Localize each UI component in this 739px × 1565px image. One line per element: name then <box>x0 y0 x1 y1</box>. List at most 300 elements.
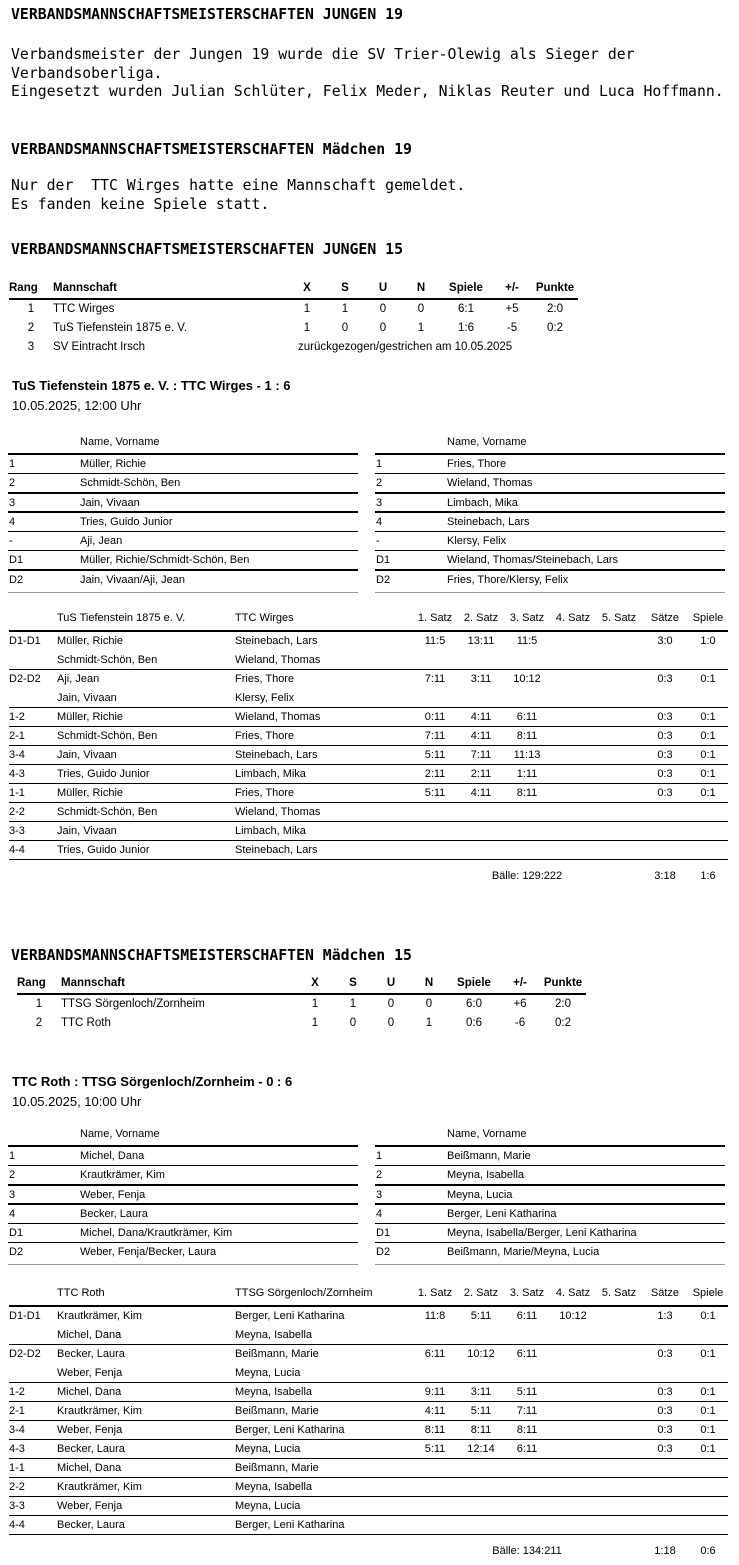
away-player-1: Beißmann, Marie <box>235 1462 319 1474</box>
away-player-2: Meyna, Isabella <box>235 1329 313 1341</box>
col-header-x: X <box>311 977 319 989</box>
player-position: - <box>9 535 13 548</box>
withdrawn-note: zurückgezogen/gestrichen am 10.05.2025 <box>298 341 513 353</box>
home-player-1: Müller, Richie <box>57 711 124 723</box>
saetze-score <box>642 803 688 822</box>
home-player-1: Krautkrämer, Kim <box>57 1481 142 1493</box>
empty-cell <box>9 1542 412 1562</box>
player-name: Limbach, Mika <box>447 496 518 509</box>
away-players <box>235 1383 412 1402</box>
set-scores <box>412 670 642 708</box>
pairing-code: 2-2 <box>9 1481 25 1493</box>
set-score: 0:11 <box>424 711 446 723</box>
away-players <box>235 1440 412 1459</box>
empty-cell <box>9 608 57 632</box>
stat-plusminus: +5 <box>505 303 519 315</box>
set-scores <box>412 746 642 765</box>
paragraph-line: Nur der TTC Wirges hatte eine Mannschaft gemeldet. <box>11 177 466 194</box>
player-name: Weber, Fenja/Becker, Laura <box>80 1246 217 1259</box>
player-name: Jain, Vivaan/Aji, Jean <box>80 573 185 586</box>
away-player-1: Steinebach, Lars <box>235 844 318 856</box>
away-players <box>235 765 412 784</box>
spiele-score: 0:1 <box>700 1405 716 1417</box>
lineup-row <box>8 532 358 551</box>
set-score: 7:11 <box>470 749 492 761</box>
match2-home-lineup <box>8 1124 358 1265</box>
player-position: D2 <box>376 1246 391 1259</box>
saetze-score: 0:3 <box>657 768 673 780</box>
player-name: Beißmann, Marie <box>447 1150 531 1162</box>
result-row <box>9 1478 728 1497</box>
away-player-1: Meyna, Lucia <box>235 1443 301 1455</box>
player-name: Meyna, Isabella <box>447 1169 525 1182</box>
set-score <box>596 670 642 689</box>
set-headers <box>412 608 642 632</box>
set-score <box>458 841 504 860</box>
set-score: 4:11 <box>424 1405 446 1417</box>
lineup-row <box>375 551 725 570</box>
away-players <box>235 1478 412 1497</box>
set-score <box>550 1402 596 1421</box>
saetze-header: Sätze <box>650 1287 680 1299</box>
home-player-1: Michel, Dana <box>57 1462 122 1474</box>
spiele-score: 0:1 <box>700 787 716 799</box>
home-players <box>57 803 235 822</box>
spiele-score <box>688 1459 728 1478</box>
stat-u: 0 <box>379 322 387 334</box>
set-score <box>550 1516 596 1535</box>
balls-total: Bälle: 134:211 <box>492 1545 562 1557</box>
home-player-1: Schmidt-Schön, Ben <box>57 730 158 742</box>
home-player-1: Jain, Vivaan <box>57 825 117 837</box>
standings-header-row <box>17 975 586 995</box>
empty-cell <box>9 1283 57 1307</box>
saetze-score: 0:3 <box>657 711 673 723</box>
set-header: 1. Satz <box>417 1287 453 1299</box>
paragraph-line: Eingesetzt wurden Julian Schlüter, Felix Meder, Niklas Reuter und Luca Hoffmann. <box>11 83 724 100</box>
set-score: 6:11 <box>516 1310 538 1322</box>
col-header-plusminus: +/- <box>505 282 519 294</box>
set-score: 5:11 <box>424 749 446 761</box>
away-player-1: Meyna, Lucia <box>235 1500 301 1512</box>
lineup-row <box>375 474 725 493</box>
stat-punkte <box>532 338 578 357</box>
player-position: D1 <box>376 554 391 567</box>
player-position: D2 <box>9 1246 24 1259</box>
away-players <box>235 1497 412 1516</box>
set-score: 4:11 <box>470 787 492 799</box>
set-header: 4. Satz <box>555 612 591 624</box>
stat-spiele: 1:6 <box>458 322 474 334</box>
lineup-row <box>8 1147 358 1166</box>
lineup-rows <box>375 1147 725 1265</box>
set-scores <box>412 1307 642 1345</box>
player-position: 1 <box>376 458 383 470</box>
result-row <box>9 1440 728 1459</box>
col-header-spiele: Spiele <box>449 282 483 294</box>
pairing-code: 2-1 <box>9 1405 25 1417</box>
player-name: Steinebach, Lars <box>447 515 530 528</box>
set-score: 5:11 <box>516 1386 538 1398</box>
home-player-1: Aji, Jean <box>57 673 100 685</box>
stat-x: 1 <box>311 998 319 1010</box>
saetze-score: 0:3 <box>657 749 673 761</box>
set-score: 6:11 <box>516 1443 538 1455</box>
set-score: 11:5 <box>516 635 538 647</box>
col-header-punkte: Punkte <box>535 282 575 294</box>
rank: 3 <box>27 341 35 353</box>
set-score: 3:11 <box>470 673 492 685</box>
col-header-x: X <box>303 282 311 294</box>
results-team1-header: TuS Tiefenstein 1875 e. V. <box>57 612 186 624</box>
stat-spiele: 6:1 <box>458 303 474 315</box>
set-score <box>550 841 596 860</box>
set-scores <box>412 1421 642 1440</box>
set-score <box>412 1516 458 1535</box>
saetze-score <box>642 1478 688 1497</box>
player-position: 1 <box>376 1150 383 1162</box>
saetze-score: 0:3 <box>657 730 673 742</box>
home-players <box>57 822 235 841</box>
result-row <box>9 822 728 841</box>
spiele-score <box>688 1497 728 1516</box>
away-players <box>235 708 412 727</box>
results-body <box>9 632 728 860</box>
standings-row <box>17 995 586 1014</box>
results-header-row <box>9 608 728 632</box>
spiele-score <box>688 822 728 841</box>
lineup-row <box>375 1205 725 1224</box>
away-player-1: Meyna, Isabella <box>235 1481 313 1493</box>
stat-x: 1 <box>303 322 311 334</box>
lineup-row <box>375 571 725 593</box>
set-score: 10:12 <box>513 673 541 685</box>
saetze-score <box>642 841 688 860</box>
player-name: Fries, Thore <box>447 458 507 470</box>
set-scores <box>412 1383 642 1402</box>
player-name: Tries, Guido Junior <box>80 515 173 528</box>
away-players <box>235 1421 412 1440</box>
player-position: 4 <box>9 515 16 528</box>
away-players <box>235 1402 412 1421</box>
match1-datetime: 10.05.2025, 12:00 Uhr <box>12 398 142 413</box>
away-player-1: Beißmann, Marie <box>235 1405 319 1417</box>
home-players <box>57 1421 235 1440</box>
player-position: 2 <box>376 477 383 490</box>
away-player-1: Steinebach, Lars <box>235 749 318 761</box>
results-footer-row <box>9 1535 728 1562</box>
spiele-total: 0:6 <box>700 1545 716 1557</box>
away-player-1: Berger, Leni Katharina <box>235 1424 345 1436</box>
stat-punkte: 2:0 <box>547 303 563 315</box>
set-scores <box>412 1402 642 1421</box>
lineup-header: Name, Vorname <box>375 1124 725 1147</box>
lineup-row <box>375 455 725 474</box>
set-score: 2:11 <box>470 768 492 780</box>
spiele-score: 0:1 <box>700 1424 716 1436</box>
set-header: 5. Satz <box>601 1287 637 1299</box>
player-position: D2 <box>9 573 24 586</box>
lineup-row <box>8 455 358 474</box>
col-header-s: S <box>341 282 349 294</box>
spiele-score: 0:1 <box>700 730 716 742</box>
pairing-code: 3-3 <box>9 1500 25 1512</box>
player-position: 2 <box>9 1169 16 1182</box>
set-score: 6:11 <box>424 1348 446 1360</box>
col-header-punkte: Punkte <box>543 977 583 989</box>
player-name: Klersy, Felix <box>447 535 507 548</box>
spiele-score: 0:1 <box>700 1386 716 1398</box>
home-players <box>57 1459 235 1478</box>
player-position: 3 <box>9 1188 16 1201</box>
away-players <box>235 841 412 860</box>
match2-away-lineup <box>375 1124 725 1265</box>
stat-plusminus: -6 <box>514 1017 526 1029</box>
set-score: 5:11 <box>470 1405 492 1417</box>
results-footer-row <box>9 860 728 887</box>
player-position: 2 <box>9 477 16 490</box>
home-player-1: Tries, Guido Junior <box>57 768 150 780</box>
set-score <box>504 1478 550 1497</box>
set-score: 8:11 <box>516 1424 538 1436</box>
set-score <box>504 822 550 841</box>
team-name: TTSG Sörgenloch/Zornheim <box>61 998 205 1010</box>
set-score <box>550 765 596 784</box>
home-players <box>57 708 235 727</box>
standings-row <box>9 319 578 338</box>
player-name: Michel, Dana/Krautkrämer, Kim <box>80 1227 233 1240</box>
match2-title: TTC Roth : TTSG Sörgenloch/Zornheim - 0 : 6 <box>12 1074 293 1089</box>
set-score <box>550 1440 596 1459</box>
set-score <box>504 841 550 860</box>
set-score <box>550 822 596 841</box>
set-score: 5:11 <box>424 787 446 799</box>
player-name: Beißmann, Marie/Meyna, Lucia <box>447 1246 600 1259</box>
saetze-header: Sätze <box>650 612 680 624</box>
player-name: Wieland, Thomas <box>447 477 533 490</box>
set-score: 11:5 <box>424 635 446 647</box>
lineup-row <box>8 1205 358 1224</box>
saetze-score: 0:3 <box>657 673 673 685</box>
home-players <box>57 1345 235 1383</box>
set-score: 5:11 <box>470 1310 492 1322</box>
pairing-code: 1-2 <box>9 1386 25 1398</box>
set-header: 3. Satz <box>509 612 545 624</box>
result-row <box>9 632 728 670</box>
standings-body <box>9 300 578 357</box>
stat-n: 1 <box>417 322 425 334</box>
stat-u: 0 <box>379 303 387 315</box>
balls-total: Bälle: 129:222 <box>491 870 563 882</box>
saetze-total: 1:18 <box>654 1545 676 1557</box>
result-row <box>9 1421 728 1440</box>
result-row <box>9 1497 728 1516</box>
player-position: D1 <box>9 1227 24 1240</box>
home-player-2: Jain, Vivaan <box>57 692 117 704</box>
empty-cell <box>9 867 412 887</box>
away-players <box>235 784 412 803</box>
away-players <box>235 1345 412 1383</box>
saetze-score <box>642 1497 688 1516</box>
col-header-u: U <box>386 977 396 989</box>
results-team1-header: TTC Roth <box>57 1287 105 1299</box>
saetze-score: 3:0 <box>657 635 673 647</box>
set-score <box>550 784 596 803</box>
set-scores <box>412 841 642 860</box>
result-row <box>9 670 728 708</box>
lineup-row <box>375 1166 725 1185</box>
away-player-1: Fries, Thore <box>235 787 295 799</box>
stat-n: 1 <box>425 1017 433 1029</box>
paragraph-line: Verbandsmeister der Jungen 19 wurde die SV Trier-Olewig als Sieger der <box>11 46 635 63</box>
result-row <box>9 841 728 860</box>
set-score <box>550 1421 596 1440</box>
pairing-code: D1-D1 <box>9 1310 41 1322</box>
set-score <box>458 1478 504 1497</box>
set-score: 8:11 <box>424 1424 446 1436</box>
player-name: Müller, Richie/Schmidt-Schön, Ben <box>80 554 250 567</box>
set-score <box>596 1516 642 1535</box>
paragraph-line: Verbandsoberliga. <box>11 64 163 82</box>
set-score: 10:12 <box>559 1310 587 1322</box>
set-score <box>412 822 458 841</box>
standings-row <box>9 300 578 319</box>
set-header: 4. Satz <box>555 1287 591 1299</box>
pairing-code: 2-2 <box>9 806 25 818</box>
lineup-row <box>8 1224 358 1243</box>
set-score <box>458 803 504 822</box>
home-players <box>57 784 235 803</box>
stat-n: 0 <box>417 303 425 315</box>
stat-spiele: 6:0 <box>466 998 482 1010</box>
spiele-score <box>688 803 728 822</box>
team-name: TTC Wirges <box>53 303 115 315</box>
stat-punkte: 0:2 <box>555 1017 571 1029</box>
lineup-row <box>375 1243 725 1265</box>
stat-s: 1 <box>341 303 349 315</box>
player-name: Wieland, Thomas/Steinebach, Lars <box>447 554 618 567</box>
section-heading-jungen15: VERBANDSMANNSCHAFTSMEISTERSCHAFTEN JUNGEN 15 <box>11 241 403 258</box>
set-score <box>596 746 642 765</box>
pairing-code: 3-3 <box>9 825 25 837</box>
lineup-row <box>375 1186 725 1205</box>
home-players <box>57 841 235 860</box>
spiele-score: 1:0 <box>700 635 716 647</box>
team-name: TuS Tiefenstein 1875 e. V. <box>53 322 188 334</box>
set-score <box>596 1478 642 1497</box>
player-position: 4 <box>376 515 383 528</box>
player-name: Meyna, Lucia <box>447 1188 513 1201</box>
saetze-score: 0:3 <box>657 1386 673 1398</box>
set-scores <box>412 708 642 727</box>
home-player-1: Becker, Laura <box>57 1443 125 1455</box>
away-player-1: Limbach, Mika <box>235 825 306 837</box>
col-header-u: U <box>378 282 388 294</box>
saetze-score: 0:3 <box>657 1405 673 1417</box>
home-player-1: Krautkrämer, Kim <box>57 1405 142 1417</box>
match1-away-lineup <box>375 432 725 593</box>
set-score: 10:12 <box>467 1348 495 1360</box>
set-score: 13:11 <box>467 635 495 647</box>
home-player-2: Schmidt-Schön, Ben <box>57 654 158 666</box>
set-header: 1. Satz <box>417 612 453 624</box>
stat-u: 0 <box>387 998 395 1010</box>
set-score: 7:11 <box>424 673 446 685</box>
spiele-score: 0:1 <box>700 1348 716 1360</box>
player-name: Michel, Dana <box>80 1150 145 1162</box>
away-players <box>235 822 412 841</box>
set-score <box>596 822 642 841</box>
set-score <box>550 1459 596 1478</box>
set-score <box>596 765 642 784</box>
set-score <box>504 1516 550 1535</box>
stat-punkte: 2:0 <box>555 998 571 1010</box>
rank: 1 <box>27 303 35 315</box>
set-score <box>550 1383 596 1402</box>
player-position: 3 <box>376 1188 383 1201</box>
lineup-row <box>8 1166 358 1185</box>
col-header-spiele: Spiele <box>457 977 491 989</box>
rank: 2 <box>27 322 35 334</box>
set-score <box>550 803 596 822</box>
home-players <box>57 1307 235 1345</box>
lineup-rows <box>8 1147 358 1265</box>
stat-s: 0 <box>349 1017 357 1029</box>
away-player-1: Beißmann, Marie <box>235 1348 319 1360</box>
home-player-1: Weber, Fenja <box>57 1500 123 1512</box>
home-players <box>57 1402 235 1421</box>
set-score: 6:11 <box>516 1348 538 1360</box>
stat-s: 1 <box>349 998 357 1010</box>
set-scores <box>412 1516 642 1535</box>
set-header: 2. Satz <box>463 612 499 624</box>
saetze-total: 3:18 <box>654 870 676 882</box>
away-player-2: Klersy, Felix <box>235 692 295 704</box>
home-player-2: Michel, Dana <box>57 1329 122 1341</box>
pairing-code: 3-4 <box>9 749 25 761</box>
set-scores <box>412 1459 642 1478</box>
set-score: 2:11 <box>424 768 446 780</box>
away-players <box>235 1459 412 1478</box>
player-position: 1 <box>9 458 16 470</box>
spiele-score <box>688 1516 728 1535</box>
away-players <box>235 746 412 765</box>
away-players <box>235 670 412 708</box>
player-name: Fries, Thore/Klersy, Felix <box>447 573 569 586</box>
match2-datetime: 10.05.2025, 10:00 Uhr <box>12 1094 142 1109</box>
pairing-code: 4-4 <box>9 844 25 856</box>
stat-x: 1 <box>311 1017 319 1029</box>
pairing-code: 4-4 <box>9 1519 25 1531</box>
standings-header-row <box>9 280 578 300</box>
spiele-score: 0:1 <box>700 768 716 780</box>
lineup-row <box>8 1186 358 1205</box>
result-row <box>9 1307 728 1345</box>
home-player-1: Krautkrämer, Kim <box>57 1310 142 1322</box>
stat-s: 0 <box>341 322 349 334</box>
lineup-row <box>8 513 358 532</box>
home-player-1: Jain, Vivaan <box>57 749 117 761</box>
set-score <box>412 841 458 860</box>
pairing-code: 4-3 <box>9 768 25 780</box>
lineup-rows <box>375 455 725 593</box>
set-score <box>596 803 642 822</box>
home-players <box>57 670 235 708</box>
home-players <box>57 727 235 746</box>
match1-title: TuS Tiefenstein 1875 e. V. : TTC Wirges - 1 : 6 <box>12 378 291 393</box>
stat-punkte: 0:2 <box>547 322 563 334</box>
home-players <box>57 632 235 670</box>
